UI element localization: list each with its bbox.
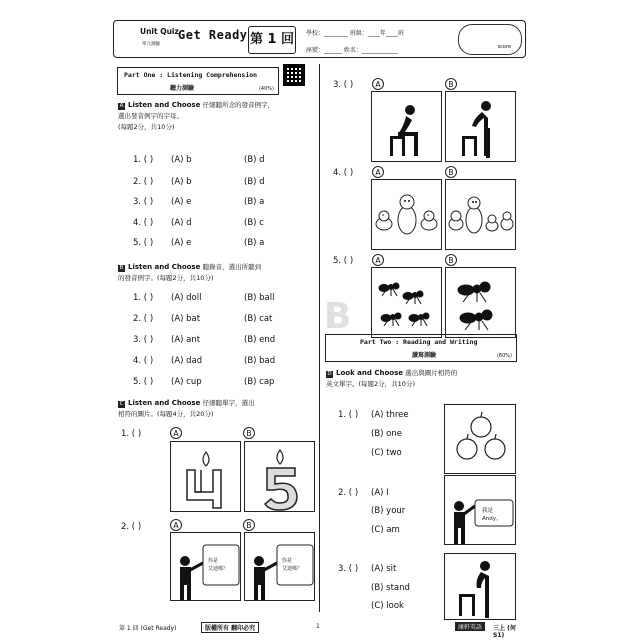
qa3-opt-b: (B) a	[244, 197, 265, 207]
qd1-opt-b: (B) one	[371, 429, 402, 439]
qd3-opt-b: (B) stand	[371, 583, 410, 593]
qa2-opt-a: (A) b	[171, 177, 192, 187]
qd1-opt-c: (C) two	[371, 448, 402, 458]
part-one-points: (40%)	[258, 86, 274, 92]
qc4-num[interactable]: 4. ( )	[333, 168, 354, 178]
speech-b-line2: 艾迪嗎？	[282, 566, 303, 572]
qd1-opt-a: (A) three	[371, 410, 409, 420]
section-a-desc1: 仔細聽所念的發音例字，	[202, 101, 275, 109]
school-class-field: 學校：________ 班級：____年____班	[306, 30, 404, 37]
man-pointing-picture-b[interactable]	[244, 532, 315, 601]
part-two-box	[325, 334, 517, 362]
qb5-opt-b: (B) cap	[244, 377, 275, 387]
person-standing-picture[interactable]	[445, 91, 516, 162]
qb1-opt-b: (B) ball	[244, 293, 275, 303]
speech-b-line1: 你是	[282, 558, 293, 564]
qa2-num[interactable]: 2. ( )	[133, 177, 154, 187]
qd3-opt-c: (C) look	[371, 601, 404, 611]
qc2-num[interactable]: 2. ( )	[121, 522, 142, 532]
qc5-choice-a-label[interactable]: A	[372, 254, 384, 266]
candle-five-picture[interactable]	[244, 441, 315, 512]
section-a-instructions	[118, 100, 313, 133]
worksheet-page	[113, 14, 526, 639]
part-two-points: (60%)	[496, 353, 512, 359]
quiz-number: 第 1 回	[248, 26, 296, 54]
qd3-num[interactable]: 3. ( )	[338, 564, 359, 574]
section-d-desc1: 選出與圖片相符的	[405, 369, 458, 377]
section-c-marker: C	[119, 401, 124, 407]
qb3-opt-a: (A) ant	[171, 335, 201, 345]
ants-picture-a[interactable]	[371, 267, 442, 338]
page-number: 1	[316, 623, 320, 630]
qd3-opt-a: (A) sit	[371, 564, 397, 574]
dogs-picture-b[interactable]	[445, 179, 516, 250]
qa5-opt-b: (B) a	[244, 238, 265, 248]
score-box	[458, 24, 522, 55]
qd2-opt-b: (B) your	[371, 506, 406, 516]
page-footer	[113, 621, 526, 639]
section-a-title: Listen and Choose	[128, 101, 201, 109]
part-one-title: Part One : Listening Comprehension	[124, 71, 258, 79]
part-two-title: Part Two : Reading and Writing	[360, 338, 478, 346]
header-bar	[113, 20, 526, 58]
qa3-opt-a: (A) e	[171, 197, 192, 207]
qb1-opt-a: (A) doll	[171, 293, 202, 303]
column-divider	[319, 64, 320, 612]
qb1-num[interactable]: 1. ( )	[133, 293, 154, 303]
section-c-instructions	[118, 398, 313, 420]
speech-a-line2: 艾迪嗎？	[208, 566, 229, 572]
qa3-num[interactable]: 3. ( )	[133, 197, 154, 207]
qc3-choice-a-label[interactable]: A	[372, 78, 384, 90]
speech-bubble-a	[208, 557, 228, 573]
ants-picture-b[interactable]	[445, 267, 516, 338]
qc2-choice-a-label[interactable]: A	[170, 519, 182, 531]
section-d-desc2: 英文單字。(每題2分，共10分)	[326, 380, 415, 388]
part-one-box	[117, 67, 279, 95]
footer-grade: 三上 (何S1)	[493, 625, 516, 639]
qa4-opt-b: (B) c	[244, 218, 264, 228]
qa5-num[interactable]: 5. ( )	[133, 238, 154, 248]
section-d-instructions	[326, 368, 521, 390]
section-d-marker: D	[327, 371, 332, 377]
qb5-opt-a: (A) cup	[171, 377, 202, 387]
qb4-opt-a: (A) dad	[171, 356, 203, 366]
qr-code	[283, 64, 305, 86]
three-apples-picture	[444, 404, 516, 474]
unit-quiz-sub: 單元測驗	[142, 42, 160, 47]
watermark-logo: B	[324, 296, 352, 337]
qc4-choice-a-label[interactable]: A	[372, 166, 384, 178]
man-pointing-picture-a[interactable]	[170, 532, 241, 601]
footer-left: 第 1 回 (Get Ready)	[119, 625, 177, 632]
candle-four-picture[interactable]	[170, 441, 241, 512]
qb4-num[interactable]: 4. ( )	[133, 356, 154, 366]
person-sitting-picture[interactable]	[371, 91, 442, 162]
andy-intro-picture	[444, 475, 516, 545]
qc1-choice-b-label[interactable]: B	[243, 427, 255, 439]
section-b-marker: B	[119, 265, 124, 271]
unit-title: Get Ready	[178, 28, 248, 42]
qd2-opt-c: (C) am	[371, 525, 400, 535]
section-c-desc2: 相符的圖片。(每題4分，共20分)	[118, 410, 214, 418]
qd1-num[interactable]: 1. ( )	[338, 410, 359, 420]
qb5-num[interactable]: 5. ( )	[133, 377, 154, 387]
qc1-num[interactable]: 1. ( )	[121, 429, 142, 439]
qc2-choice-b-label[interactable]: B	[243, 519, 255, 531]
qa1-opt-b: (B) d	[244, 155, 265, 165]
qa2-opt-b: (B) d	[244, 177, 265, 187]
qa4-opt-a: (A) d	[171, 218, 192, 228]
section-c-title: Listen and Choose	[128, 399, 201, 407]
qc5-num[interactable]: 5. ( )	[333, 256, 354, 266]
qb2-opt-a: (A) bat	[171, 314, 201, 324]
section-d-title: Look and Choose	[336, 369, 403, 377]
section-c-desc1: 仔細聽單字，選出	[202, 399, 255, 407]
part-two-chinese: 讀寫測驗	[412, 352, 437, 359]
qa1-opt-a: (A) b	[171, 155, 192, 165]
speech-bubble-andy	[482, 507, 502, 523]
qd2-opt-a: (A) I	[371, 488, 389, 498]
qa4-num[interactable]: 4. ( )	[133, 218, 154, 228]
speech-andy-line2: Andy。	[482, 516, 502, 522]
section-a-desc2: 選出發音例字的字母。	[118, 112, 183, 120]
qc4-choice-b-label[interactable]: B	[445, 166, 457, 178]
footer-publisher: 康軒英語	[455, 622, 485, 631]
qb2-num[interactable]: 2. ( )	[133, 314, 154, 324]
qa5-opt-a: (A) e	[171, 238, 192, 248]
qc5-choice-b-label[interactable]: B	[445, 254, 457, 266]
speech-bubble-b	[282, 557, 302, 573]
section-b-instructions	[118, 262, 313, 284]
speech-andy-line1: 我是	[482, 508, 494, 514]
qd2-num[interactable]: 2. ( )	[338, 488, 359, 498]
person-sit-down-picture	[444, 553, 516, 620]
qb3-num[interactable]: 3. ( )	[133, 335, 154, 345]
dogs-picture-a[interactable]	[371, 179, 442, 250]
qb4-opt-b: (B) bad	[244, 356, 276, 366]
part-one-chinese: 聽力測驗	[170, 85, 195, 92]
qc3-num[interactable]: 3. ( )	[333, 80, 354, 90]
qb2-opt-b: (B) cat	[244, 314, 273, 324]
qb3-opt-b: (B) end	[244, 335, 276, 345]
section-a-marker: A	[119, 103, 124, 109]
speech-a-line1: 你是	[208, 558, 219, 564]
section-b-title: Listen and Choose	[128, 263, 201, 271]
seat-name-field: 座號：______ 姓名：____________	[306, 47, 398, 54]
qa1-num[interactable]: 1. ( )	[133, 155, 154, 165]
unit-quiz-label: Unit Quiz	[140, 27, 179, 36]
section-b-desc1: 聽錄音，選出所聽到	[202, 263, 262, 271]
score-label: score	[497, 44, 511, 50]
footer-copyright: 版權所有 翻印必究	[201, 622, 259, 633]
qc1-choice-a-label[interactable]: A	[170, 427, 182, 439]
section-b-desc2: 的發音例字。(每題2分，共10分)	[118, 274, 214, 282]
qc3-choice-b-label[interactable]: B	[445, 78, 457, 90]
section-a-desc3: (每題2分，共10分)	[118, 123, 175, 131]
